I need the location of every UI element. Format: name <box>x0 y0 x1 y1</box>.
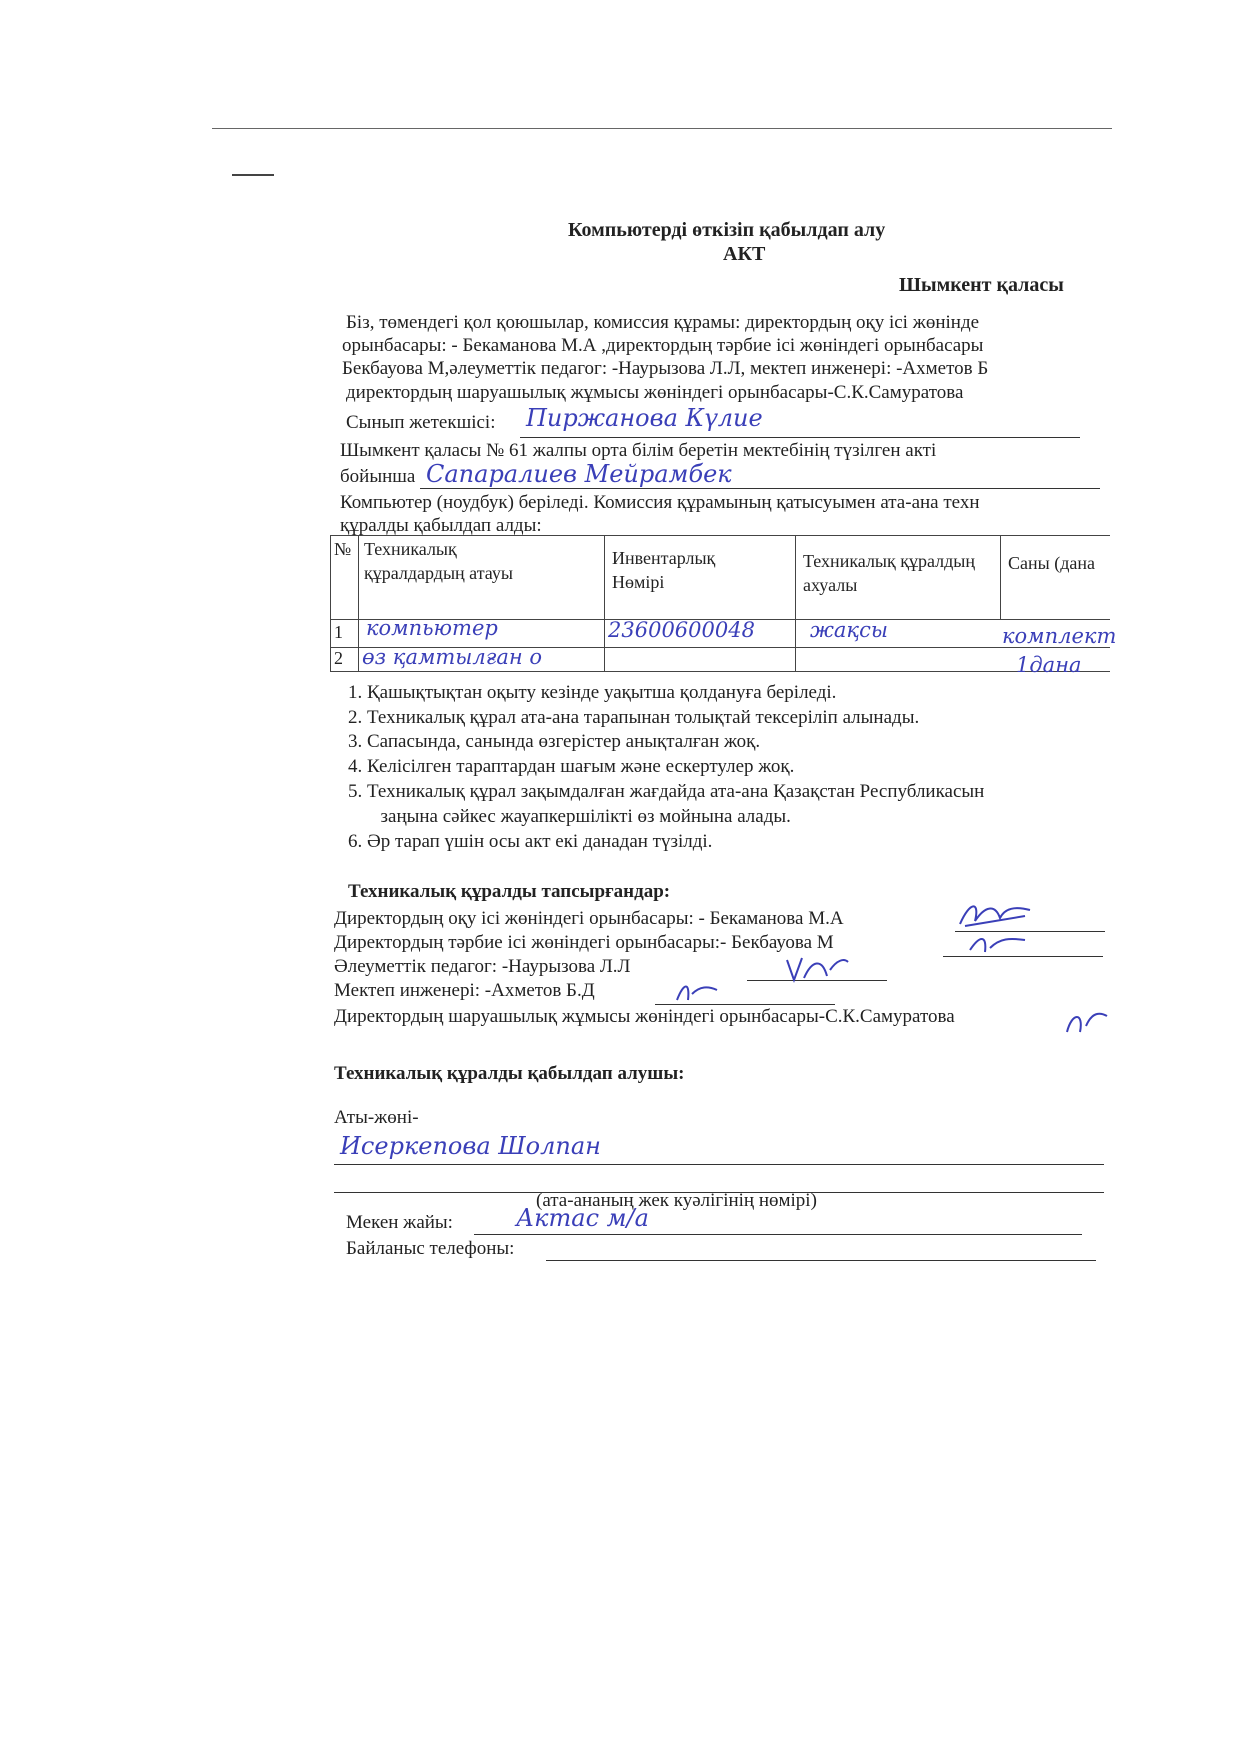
address-underline <box>474 1234 1082 1235</box>
phone-underline <box>546 1260 1096 1261</box>
title-line1: Компьютерді өткізіп қабылдап алу <box>568 219 886 241</box>
computer-line2: құралды қабылдап алды: <box>340 515 542 536</box>
class-teacher-underline <box>520 437 1080 438</box>
handover-line: Директордың тәрбие ісі жөніндегі орынбасары:- Бекбауова М <box>334 932 834 953</box>
signature-mark <box>782 950 852 986</box>
name-value: Исеркепова Шолпан <box>340 1132 601 1160</box>
title-line2: АКТ <box>723 243 766 265</box>
table-row-2-num: 2 <box>334 648 343 668</box>
handover-line: Директордың шаруашылық жұмысы жөніндегі орынбасары-С.К.Самуратова <box>334 1006 955 1027</box>
table-header-inventory: Инвентарлық Нөмірі <box>612 548 716 592</box>
address-label: Мекен жайы: <box>346 1212 453 1233</box>
intro-line: Біз, төмендегі қол қоюшылар, комиссия құрамы: директордың оқу ісі жөнінде <box>346 312 980 333</box>
table-row-1-num: 1 <box>334 622 343 642</box>
computer-line1: Компьютер (ноудбук) беріледі. Комиссия құрамының қатысуымен ата-ана техн <box>340 492 980 513</box>
phone-label: Байланыс телефоны: <box>346 1238 515 1259</box>
table-header-count: Саны (дана <box>1008 553 1095 573</box>
handover-line: Әлеуметтік педагог: -Наурызова Л.Л <box>334 956 631 977</box>
table-header-condition: Техникалық құралдың ахуалы <box>803 551 976 595</box>
name-underline <box>334 1164 1104 1165</box>
by-underline <box>420 488 1100 489</box>
signature-mark <box>1062 1006 1112 1038</box>
school-line: Шымкент қаласы № 61 жалпы орта білім беретін мектебінің түзілген акті <box>340 440 937 461</box>
class-teacher-label: Сынып жетекшісі: <box>346 412 496 433</box>
table-row-1-inventory: 23600600048 <box>608 618 755 642</box>
class-teacher-value: Пиржанова Күлие <box>526 404 763 432</box>
name-label: Аты-жөні- <box>334 1107 419 1128</box>
intro-line: Бекбауова М,әлеуметтік педагог: -Наурызова Л.Л, мектеп инженері: -Ахметов Б <box>342 358 989 379</box>
handover-line: Директордың оқу ісі жөніндегі орынбасары: - Бекаманова М.А <box>334 908 844 929</box>
id-note: (ата-ананың жек куәлігінің нөмірі) <box>536 1190 817 1211</box>
signature-mark <box>965 930 1035 960</box>
handover-line: Мектеп инженері: -Ахметов Б.Д <box>334 980 595 1001</box>
table-row-1-count: комплект <box>1002 624 1117 648</box>
city: Шымкент қаласы <box>899 274 1064 296</box>
intro-line: орынбасары: - Бекаманова М.А ,директордың тәрбие ісі жөніндегі орынбасары <box>342 335 984 356</box>
by-value: Сапаралиев Мейрамбек <box>426 460 732 488</box>
signature-mark <box>672 978 722 1006</box>
receiver-heading: Техникалық құралды қабылдап алушы: <box>334 1063 685 1084</box>
address-value: Актас м/а <box>516 1204 649 1232</box>
table-row-1-name: компьютер <box>366 616 498 640</box>
clause: 4. Келісілген тараптардан шағым және ескертулер жоқ. <box>348 756 795 777</box>
table-row-2-name: өз қамтылған о <box>362 645 543 669</box>
table-header-name: Техникалық құралдардың атауы <box>364 539 513 583</box>
by-label: бойынша <box>340 466 416 487</box>
table-row-1-condition: жақсы <box>810 618 888 642</box>
intro-line: директордың шаруашылық жұмысы жөніндегі орынбасары-С.К.Самуратова <box>346 382 964 403</box>
clause: 6. Әр тарап үшін осы акт екі данадан түзілді. <box>348 831 713 852</box>
handover-heading: Техникалық құралды тапсырғандар: <box>348 881 671 902</box>
clause: 1. Қашықтықтан оқыту кезінде уақытша қолдануға беріледі. <box>348 682 837 703</box>
table-header-num: № <box>334 539 352 559</box>
table-row-2-count: 1дана <box>1016 653 1082 677</box>
clause: 2. Техникалық құрал ата-ана тарапынан толықтай тексеріліп алынады. <box>348 707 920 728</box>
clause: 3. Сапасында, санында өзгерістер анықталған жоқ. <box>348 731 761 752</box>
scan-dash-mark <box>232 174 274 176</box>
scan-top-line <box>212 128 1112 129</box>
clause: 5. Техникалық құрал зақымдалған жағдайда ата-ана Қазақстан Республикасын <box>348 781 985 802</box>
clause: заңына сәйкес жауапкершілікті өз мойнына алады. <box>352 806 791 827</box>
